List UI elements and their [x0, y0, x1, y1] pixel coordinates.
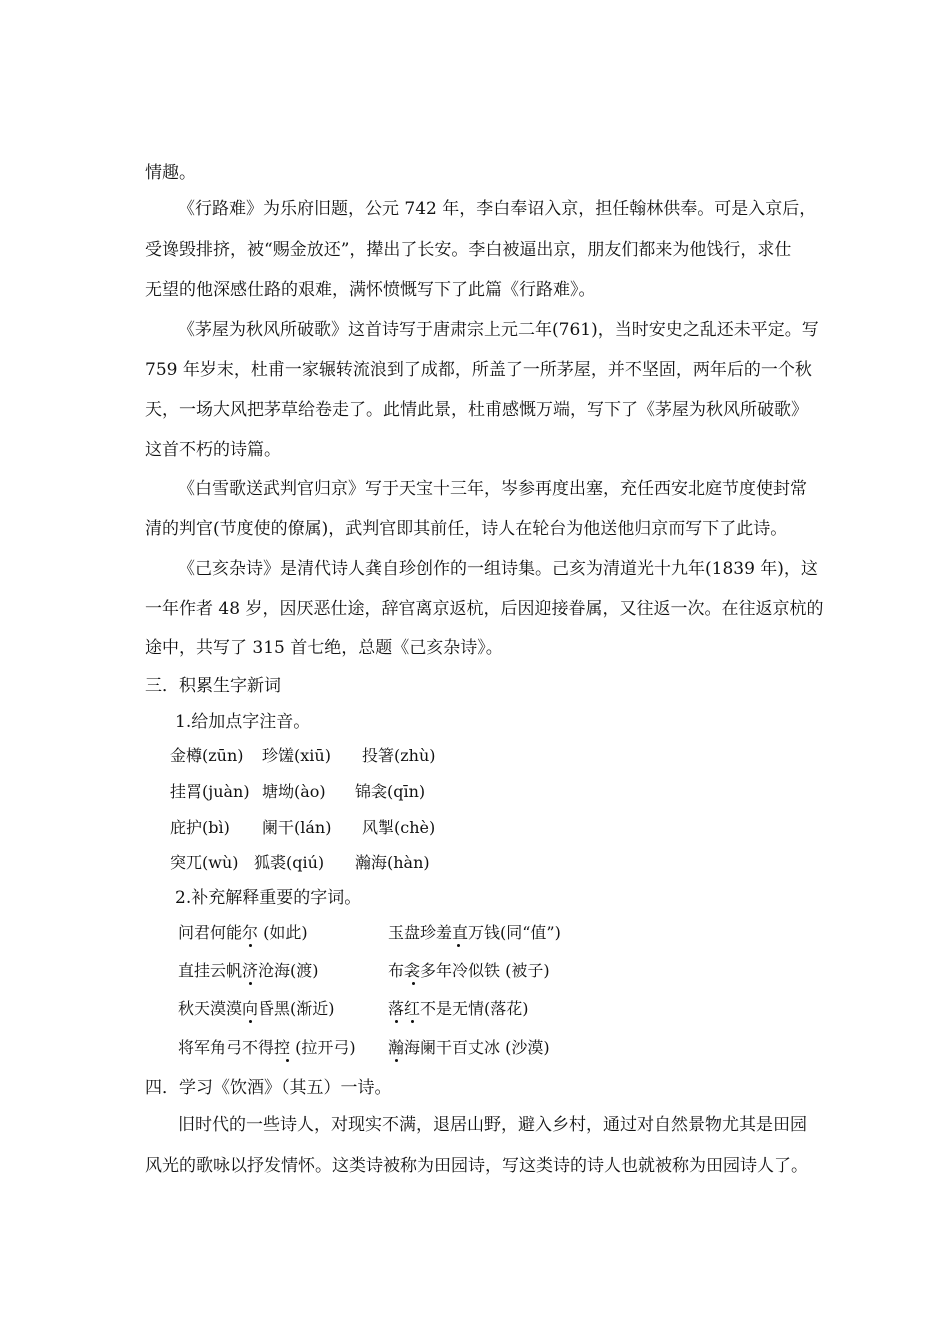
emphasis-dot	[249, 982, 252, 985]
paragraph-line: 无望的他深感仕路的艰难，满怀愤慨写下了此篇《行路难》。	[145, 280, 596, 300]
definition-item: 落红不是无情(落花)	[388, 999, 529, 1018]
emphasis-dot	[457, 944, 460, 947]
definition-item: 问君何能尔 (如此)	[178, 923, 308, 942]
pinyin-item: 突兀(wù)	[170, 853, 239, 872]
paragraph-line: 旧时代的一些诗人，对现实不满，退居山野，避入乡村，通过对自然景物尤其是田园	[178, 1115, 807, 1135]
paragraph-line: 《茅屋为秋风所破歌》这首诗写于唐肃宗上元二年(761)，当时安史之乱还未平定。写	[178, 320, 819, 340]
emphasis-dot	[249, 944, 252, 947]
section-heading: 四．学习《饮酒》（其五）一诗。	[145, 1078, 392, 1098]
paragraph-line: 天，一场大风把茅草给卷走了。此情此景，杜甫感慨万端，写下了《茅屋为秋风所破歌》	[145, 400, 808, 420]
section-heading: 三．积累生字新词	[145, 676, 281, 696]
emphasis-dot	[395, 1020, 398, 1023]
emphasis-dot	[249, 1020, 252, 1023]
paragraph-line: 759 年岁末，杜甫一家辗转流浪到了成都，所盖了一所茅屋，并不坚固，两年后的一个秋	[145, 360, 812, 380]
pinyin-item: 阑干(lán)	[262, 818, 332, 837]
definition-item: 布衾多年冷似铁 (被子)	[388, 961, 550, 980]
definition-item: 玉盘珍羞直万钱(同“值”)	[388, 923, 561, 942]
paragraph-line: 这首不朽的诗篇。	[145, 440, 281, 460]
emphasis-dot	[395, 1059, 398, 1062]
subheading: 1.给加点字注音。	[175, 712, 311, 732]
definition-item: 直挂云帆济沧海(渡)	[178, 961, 319, 980]
paragraph-line: 《白雪歌送武判官归京》写于天宝十三年，岑参再度出塞，充任西安北庭节度使封常	[178, 479, 807, 499]
emphasis-dot	[286, 1059, 289, 1062]
paragraph-line: 途中，共写了 315 首七绝，总题《己亥杂诗》。	[145, 638, 503, 658]
paragraph-line: 风光的歌咏以抒发情怀。这类诗被称为田园诗，写这类诗的诗人也就被称为田园诗人了。	[145, 1156, 808, 1176]
definition-item: 将军角弓不得控 (拉开弓)	[178, 1038, 356, 1057]
paragraph-line: 《己亥杂诗》是清代诗人龚自珍创作的一组诗集。己亥为清道光十九年(1839 年)，这	[178, 559, 818, 579]
pinyin-item: 挂罥(juàn)	[170, 782, 250, 801]
paragraph-line: 情趣。	[145, 163, 196, 183]
pinyin-item: 锦衾(qīn)	[355, 782, 426, 801]
definition-item: 瀚海阑干百丈冰 (沙漠)	[388, 1038, 550, 1057]
emphasis-dot	[411, 1020, 414, 1023]
paragraph-line: 一年作者 48 岁，因厌恶仕途，辞官离京返杭，后因迎接眷属，又往返一次。在往返京杭的	[145, 599, 824, 619]
pinyin-item: 金樽(zūn)	[170, 746, 244, 765]
pinyin-item: 塘坳(ào)	[262, 782, 326, 801]
paragraph-line: 清的判官(节度使的僚属)，武判官即其前任，诗人在轮台为他送他归京而写下了此诗。	[145, 519, 788, 539]
pinyin-item: 风掣(chè)	[362, 818, 436, 837]
paragraph-line: 受谗毁排挤，被“赐金放还”，撵出了长安。李白被逼出京，朋友们都来为他饯行，求仕	[145, 240, 792, 260]
pinyin-item: 投箸(zhù)	[362, 746, 436, 765]
definition-item: 秋天漠漠向昏黑(渐近)	[178, 999, 335, 1018]
paragraph-line: 《行路难》为乐府旧题，公元 742 年，李白奉诏入京，担任翰林供奉。可是入京后，	[178, 199, 817, 219]
pinyin-item: 瀚海(hàn)	[355, 853, 430, 872]
emphasis-dot	[412, 982, 415, 985]
pinyin-item: 庇护(bì)	[170, 818, 230, 837]
pinyin-item: 珍馐(xiū)	[262, 746, 331, 765]
subheading: 2.补充解释重要的字词。	[175, 888, 362, 908]
pinyin-item: 狐裘(qiú)	[254, 853, 325, 872]
